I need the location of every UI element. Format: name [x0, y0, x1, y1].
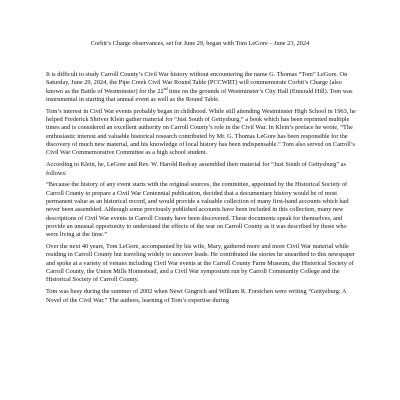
- paragraph-gingrich: [46, 288, 358, 305]
- paragraph-text: It is difficult to study Carroll County’s Civil War history without encountering the name G. Thomas “Tom” LeGore. On Saturday, June 29, 2024, the Pipe Creek Civil War Round Table (PCCWRT) will commemorate Corbit’s Charge (also known as the Battle of Westminster) for the 22: [46, 71, 348, 95]
- paragraph-text: Tom was busy during the summer of 2002 when Newt Gingrich and William R. Forstchen were writing “Gettysburg: A Novel of the Civil War.” The authors, learning of Tom’s expertise during: [46, 288, 347, 304]
- paragraph-forty-years: [46, 243, 358, 285]
- ordinal-superscript: nd: [163, 85, 168, 91]
- paragraph-quote: [46, 181, 358, 239]
- paragraph-text: “Because the history of any event starts with the original sources, the committee, appointed by the Historical Society of Carroll County to prepare a Civil War Centennial publication, decided that a documentary history would be of most permanent value as an historical record, and would provide a valuable collection of many first-hand accounts which had never been assembled. Although some previously published accounts have been included in this collection, many new descriptions of Civil War events in Carroll County have been discovered. These documents speak for themselves, and provide an unusual opportunity to understand the effects of the war on Carroll County as it was described by those who were living at the time.”: [46, 181, 349, 239]
- paragraph-text: Over the next 40 years, Tom LeGore, accompanied by his wife, Mary, gathered more and more Civil War material while residing in Carroll County but traveling widely to uncover leads. He contributed the stories he unearthed to this newspaper and spoke at a variety of venues including Civil War events at the Carroll County Farm Museum, the Historical Society of Carroll County, the Union Mills Homestead, and a Civil War symposium run by Carroll Community College and the Historical Society of Carroll County.: [46, 243, 355, 284]
- paragraph-text: According to Klein, he, LeGore and Rev. W. Harold Redcay assembled their material for “Just South of Gettysburg” as follows:: [46, 161, 346, 177]
- paragraph-text: Tom’s interest in Civil War events probably began in childhood. While still attending Westminster High School in 1963, he helped Frederick Shriver Klein gather material for “Just South of Gettysburg,” a book which has been reprinted multiple times and is considered an excellent authority on Carroll County’s role in the Civil War. In Klein’s preface he wrote, “The enthusiastic interest and valuable historical research contributed by Mr. G. Thomas LeGore has been responsible for the discovery of much new material, and his knowledge of local history has been indispensable.” Tom also served on Carroll’s Civil War Commemorative Committee as a high school student.: [46, 107, 356, 157]
- paragraph-intro: [46, 71, 358, 104]
- document-title: Corbit’s Charge observances, set for June 29, began with Tom LeGore – June 23, 2024: [90, 40, 310, 47]
- paragraph-klein: [46, 161, 358, 178]
- paragraph-childhood: [46, 108, 358, 158]
- paragraph-text: time on the grounds of Westminster’s City Hall (Emerald Hill). Tom was instrumental in starting that annual event as well as the Round Table.: [46, 87, 353, 104]
- document-body: [46, 71, 358, 308]
